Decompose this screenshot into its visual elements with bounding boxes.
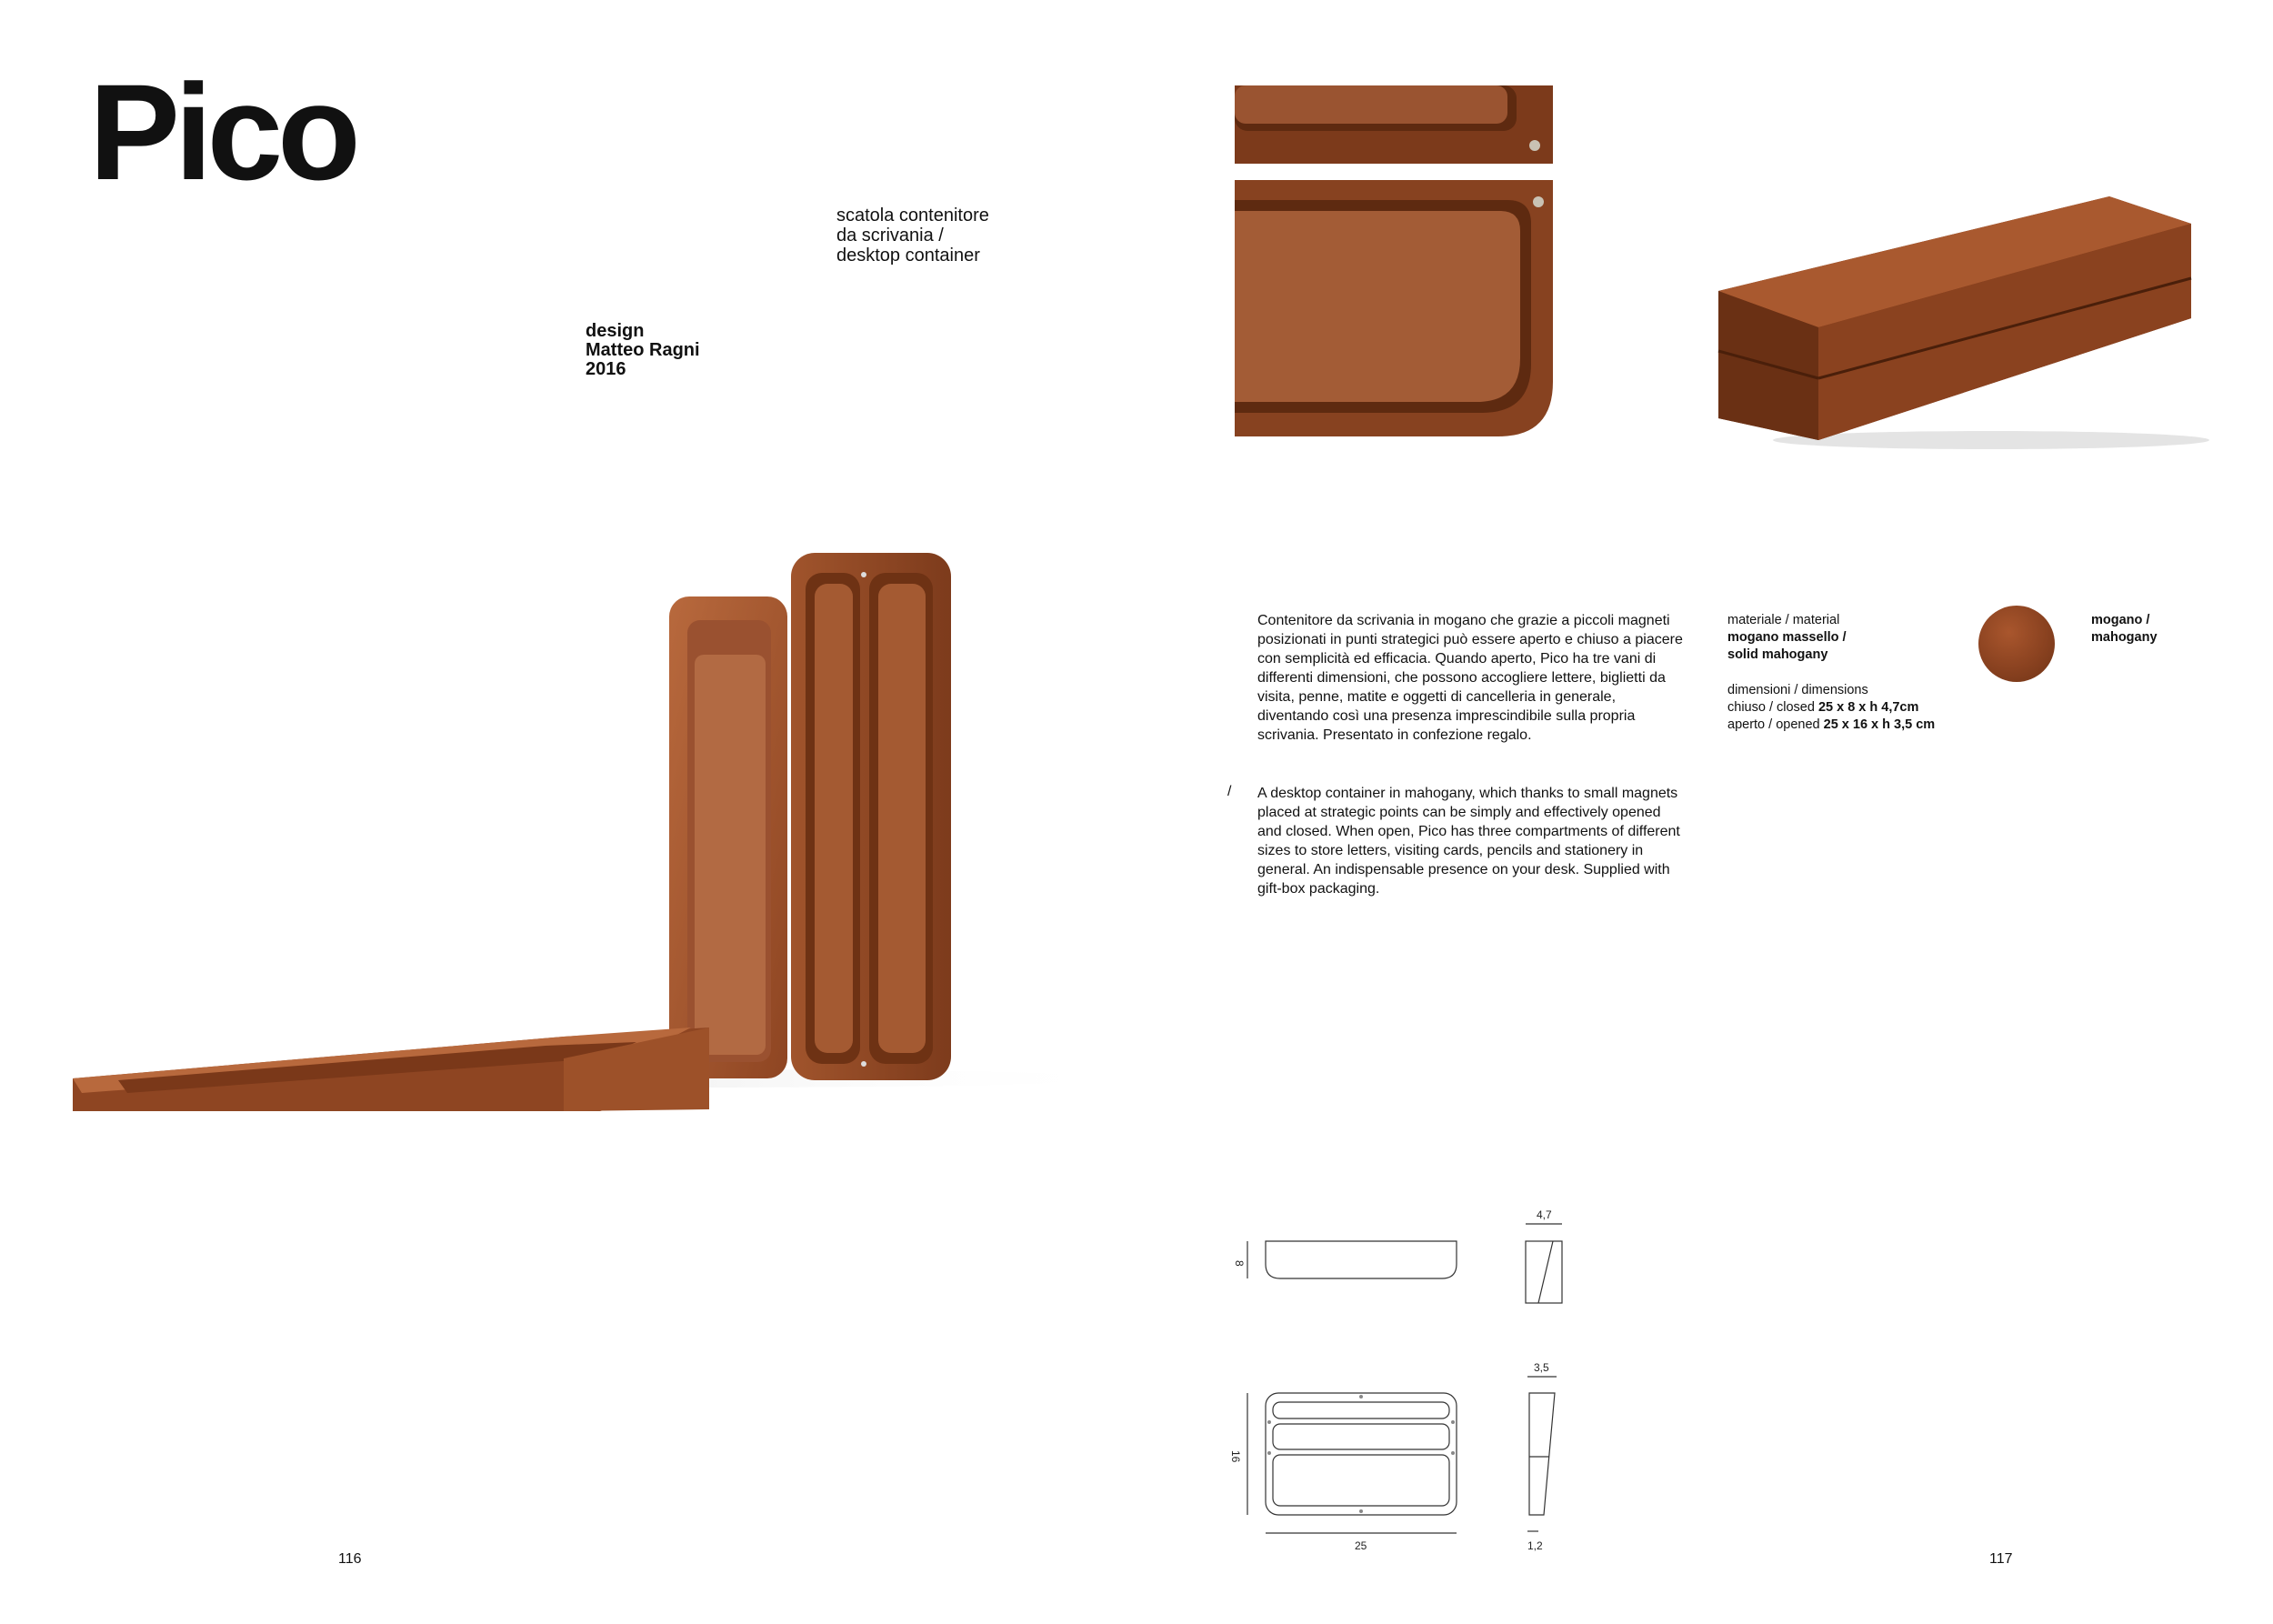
dim-open-height: 16 — [1229, 1450, 1242, 1463]
dim-open-depth: 3,5 — [1534, 1361, 1549, 1374]
product-photo-open — [55, 536, 1146, 1137]
language-separator: / — [1227, 784, 1232, 799]
designer-credit: design Matteo Ragni 2016 — [586, 321, 700, 379]
product-subtitle: scatola contenitore da scrivania / desktop container — [836, 206, 989, 266]
description-italian: Contenitore da scrivania in mogano che grazie a piccoli magneti posizionati in punti strategici può essere aperto e chiuso a piacere con semplicità ed efficacia. Quando aperto, Pico ha tre vani di differenti dimensioni, che possono accogliere lettere, biglietti da visita, penne, matite e oggetti di cancelleria in generale, diventando così una presenza imprescindibile sulla propria scrivania. Presentato in confezione regalo. — [1257, 613, 1683, 743]
product-photo-detail — [1235, 85, 1553, 436]
spec-material: materiale / material mogano massello / solid mahogany — [1727, 613, 1847, 662]
dim-wall: 1,2 — [1527, 1539, 1543, 1552]
finish-label: mogano / mahogany — [2091, 613, 2158, 645]
page-number-right: 117 — [1989, 1551, 2013, 1567]
dim-width: 25 — [1355, 1539, 1367, 1552]
page-number-left: 116 — [338, 1551, 362, 1567]
finish-swatch-mahogany — [1978, 606, 2055, 682]
product-photo-closed — [1709, 191, 2218, 455]
dim-closed-depth: 4,7 — [1537, 1208, 1552, 1221]
spec-dimensions: dimensioni / dimensions chiuso / closed 25 x 8 x h 4,7cm aperto / opened 25 x 16 x h 3,5 cm — [1727, 683, 1936, 732]
technical-drawing — [1218, 1191, 1582, 1555]
description-english: A desktop container in mahogany, which thanks to small magnets placed at strategic points can be simply and effectively opened and closed. When open, Pico has three compartments of different sizes to store letters, visiting cards, pencils and stationery in general. An indispensable presence on your desk. Supplied with gift-box packaging. — [1257, 786, 1680, 897]
page-title: Pico — [89, 55, 355, 208]
dim-closed-height: 8 — [1233, 1260, 1246, 1267]
